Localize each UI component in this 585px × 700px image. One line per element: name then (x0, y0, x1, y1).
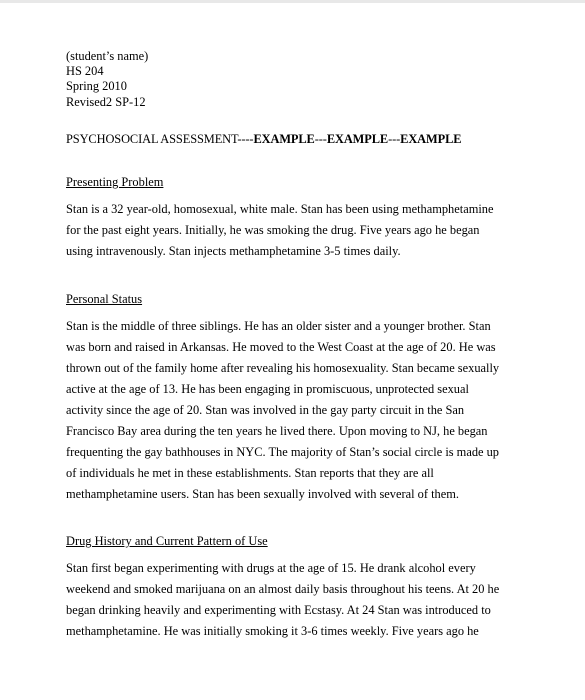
body-line: Stan is a 32 year-old, homosexual, white male. Stan has been using methamphetamine (66, 202, 494, 216)
body-line: was born and raised in Arkansas. He moved to the West Coast at the age of 20. He was (66, 340, 496, 354)
section-body-presenting-problem (66, 199, 493, 262)
body-line: thrown out of the family home after revealing his homosexuality. Stan became sexually (66, 361, 500, 375)
title-example-label: EXAMPLE (253, 132, 315, 146)
body-line: activity since the age of 20. Stan was involved in the gay party circuit in the San (66, 403, 465, 417)
body-line: of individuals he met in these establishments. Stan reports that they are all (66, 466, 434, 480)
title-example-label: EXAMPLE (326, 132, 389, 146)
course-line: HS 204 (66, 64, 104, 79)
title-example-label: EXAMPLE (400, 132, 462, 146)
body-line: using intravenously. Stan injects methamphetamine 3-5 times daily. (66, 244, 401, 258)
student-name-line: (student’s name) (66, 49, 149, 63)
document-title (66, 132, 461, 147)
section-heading-presenting-problem: Presenting Problem (66, 175, 164, 189)
body-line: weekend and smoked marijuana on an almost daily basis throughout his teens. At 20 he (66, 582, 500, 596)
body-line: Francisco Bay area during the ten years he lived there. Upon moving to NJ, he began (66, 424, 488, 438)
revision-line: Revised2 SP-12 (66, 94, 146, 109)
section-heading-drug-history: Drug History and Current Pattern of Use (66, 534, 268, 548)
section-body-drug-history (66, 558, 499, 642)
body-line: methamphetamine. He was initially smoking it 3-6 times weekly. Five years ago he (66, 624, 479, 638)
body-line: began drinking heavily and experimenting with Ecstasy. At 24 Stan was introduced to (66, 603, 491, 617)
body-line: frequenting the gay bathhouses in NYC. The majority of Stan’s social circle is made up (66, 445, 499, 459)
body-line: Stan is the middle of three siblings. He has an older sister and a younger brother. Stan (66, 319, 491, 333)
title-separator: --- (388, 132, 401, 146)
title-separator: ---- (237, 132, 254, 146)
title-text: PSYCHOSOCIAL ASSESSMENT (66, 132, 238, 146)
document-header (66, 49, 148, 110)
body-line: methamphetamine users. Stan has been sexually involved with several of them. (66, 487, 459, 501)
title-separator: --- (314, 132, 327, 146)
body-line: for the past eight years. Initially, he was smoking the drug. Five years ago he began (66, 223, 480, 237)
section-heading-personal-status: Personal Status (66, 292, 143, 306)
body-line: active at the age of 13. He has been engaging in promiscuous, unprotected sexual (66, 382, 469, 396)
term-line: Spring 2010 (66, 79, 127, 94)
body-line: Stan first began experimenting with drugs at the age of 15. He drank alcohol every (66, 561, 476, 575)
section-body-personal-status (66, 316, 499, 505)
